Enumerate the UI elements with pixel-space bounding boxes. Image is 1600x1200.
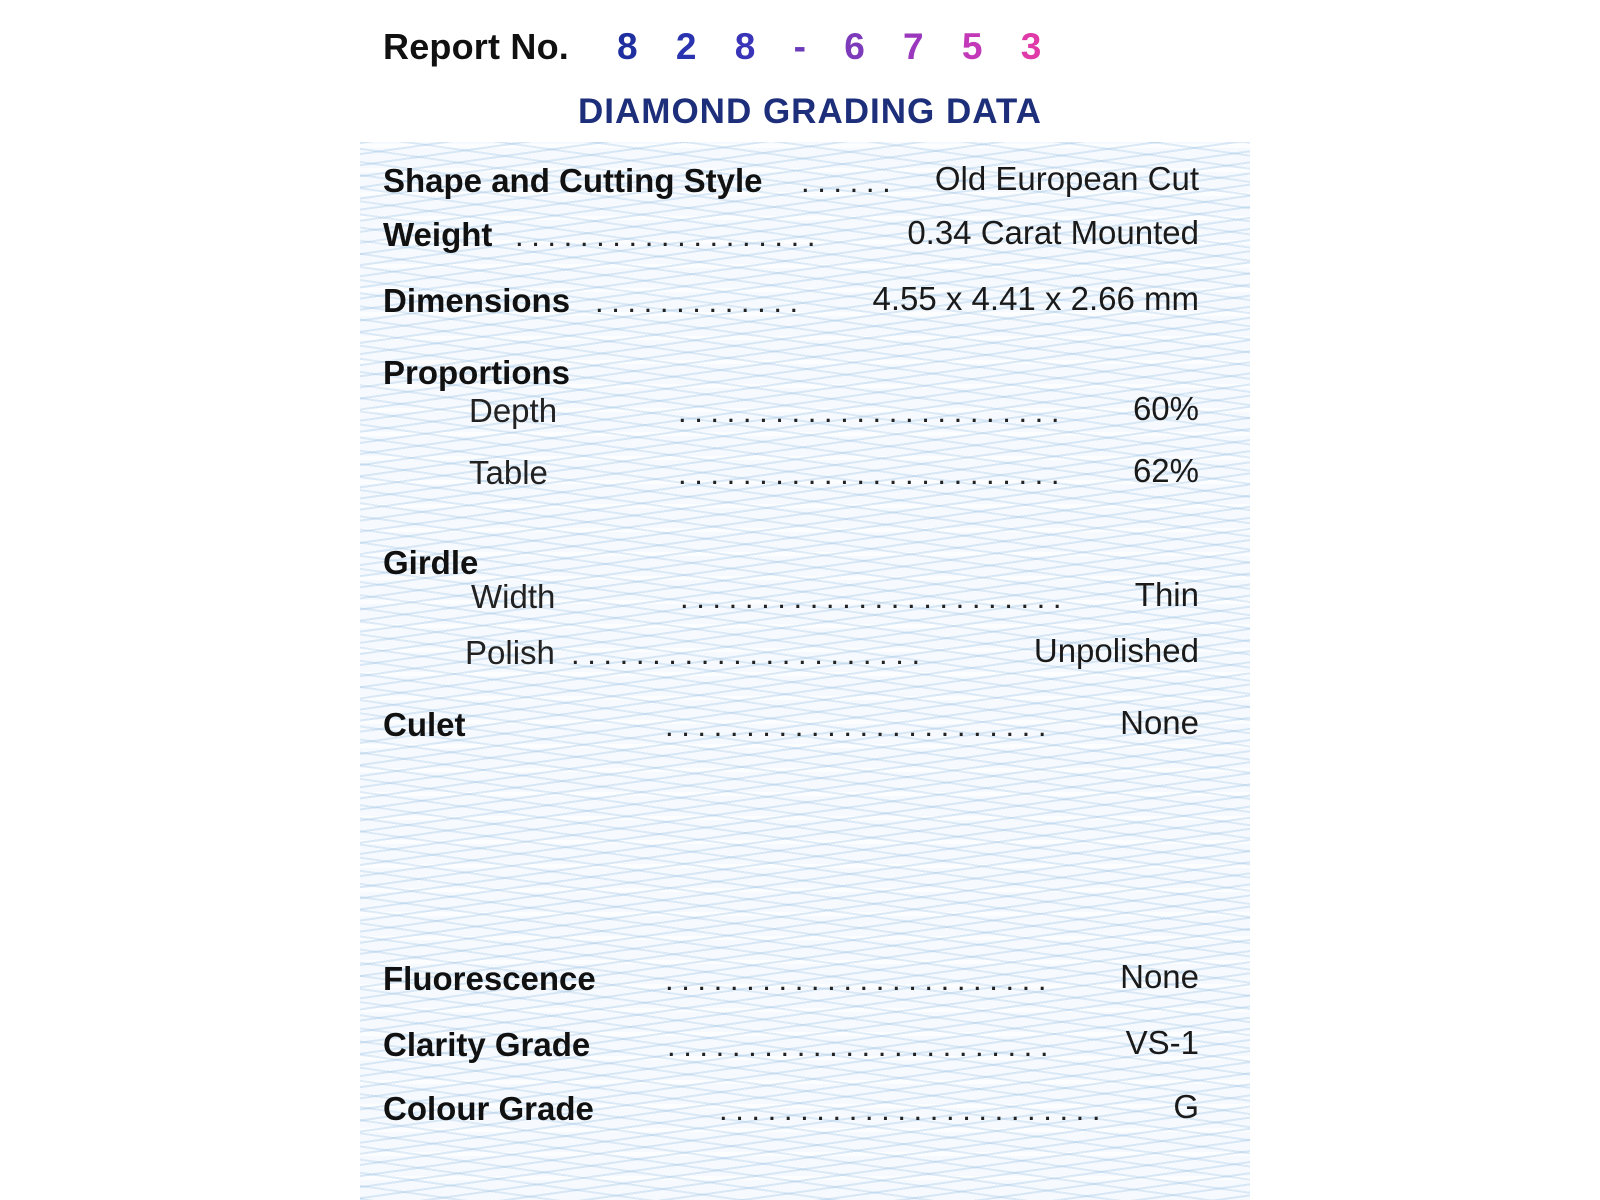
row-table [383,452,1199,496]
colour-label: Colour Grade [383,1090,594,1127]
leader-dots: ........................ [678,394,1068,429]
row-clarity [383,1024,1199,1068]
row-colour [383,1088,1199,1132]
culet-value: None [1120,704,1199,741]
report-number-value [617,26,1055,68]
page-title: DIAMOND GRADING DATA [578,92,1042,131]
table-value: 62% [1132,452,1199,489]
fluorescence-label: Fluorescence [383,960,596,997]
leader-dots: ...... [801,164,899,199]
leader-dots: ........................ [678,456,1068,491]
leader-dots: ........................ [665,708,1055,743]
clarity-value: VS-1 [1125,1024,1199,1061]
weight-value: 0.34 Carat Mounted [907,214,1199,251]
girdle-polish-value: Unpolished [1033,632,1199,669]
row-culet [383,704,1199,748]
row-fluorescence [383,958,1199,1002]
row-weight [383,214,1199,258]
girdle-width-label: Width [471,578,556,615]
row-depth [383,390,1199,434]
report-digit: - [793,26,820,67]
report-digit: 8 [617,26,652,67]
shape-value: Old European Cut [934,160,1199,197]
report-digit: 3 [1020,26,1056,67]
table-label: Table [469,454,548,491]
dimensions-label: Dimensions [383,282,571,319]
report-number-label: Report No. [383,26,569,67]
row-dimensions [383,280,1199,324]
report-digit: 8 [734,26,770,67]
shape-label: Shape and Cutting Style [383,162,763,199]
leader-dots: ........................ [719,1092,1109,1127]
report-digit: 5 [961,26,997,67]
proportions-heading: Proportions [383,354,570,391]
leader-dots: ........................ [680,580,1070,615]
clarity-label: Clarity Grade [383,1026,591,1063]
report-digit: 7 [903,26,938,67]
row-girdle-polish [383,632,1199,676]
colour-value: G [1173,1088,1199,1125]
leader-dots: ........................ [665,962,1055,997]
leader-dots: ............. [595,284,806,319]
girdle-heading: Girdle [383,544,479,581]
girdle-polish-label: Polish [465,634,555,671]
girdle-width-value: Thin [1134,576,1199,613]
depth-label: Depth [469,392,558,429]
row-shape [383,160,1199,204]
dimensions-value: 4.55 x 4.41 x 2.66 mm [872,280,1199,317]
weight-label: Weight [383,216,493,253]
depth-value: 60% [1132,390,1199,427]
fluorescence-value: None [1120,958,1199,995]
leader-dots: ........................ [667,1028,1057,1063]
report-number [383,24,1055,70]
culet-label: Culet [383,706,466,743]
report-digit: 6 [844,26,879,67]
leader-dots: ................... [515,218,824,253]
leader-dots: ...................... [571,636,928,671]
row-girdle-width [383,576,1199,620]
report-digit: 2 [675,26,711,67]
